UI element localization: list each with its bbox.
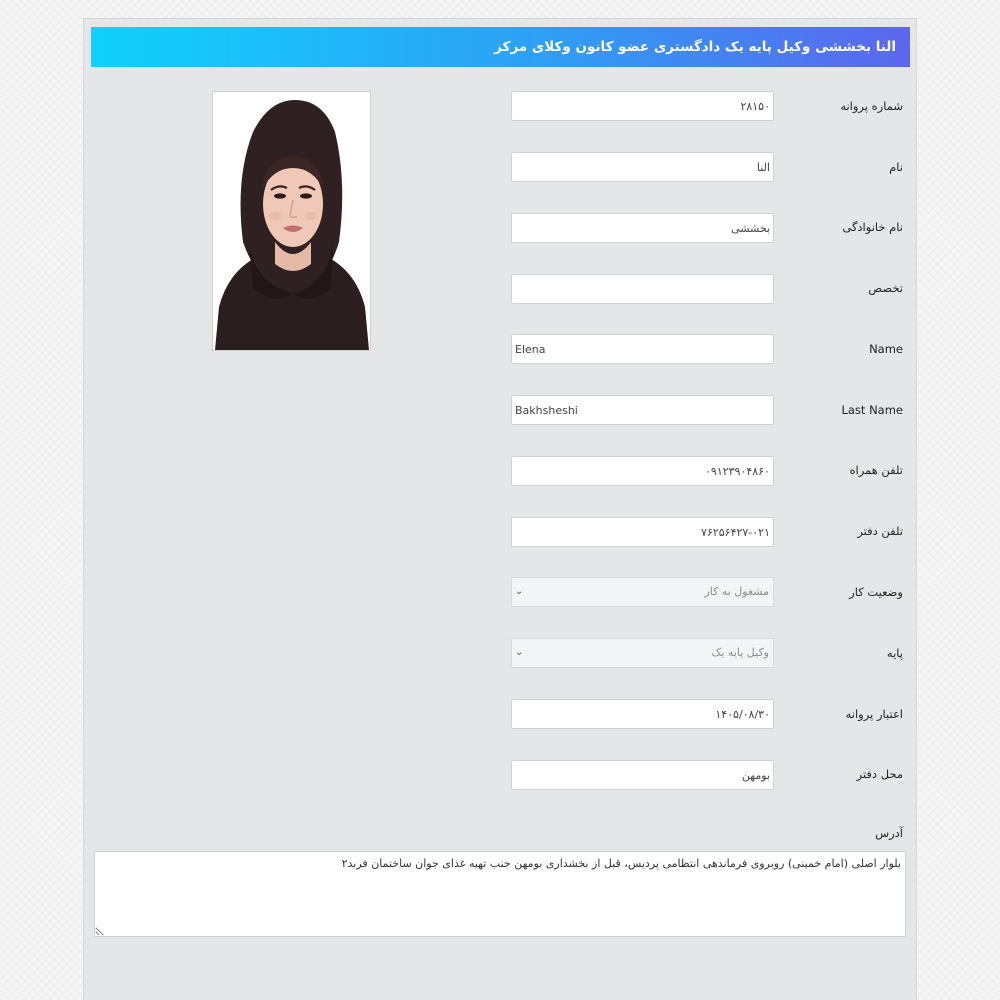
name-en-label: Name [869,342,903,356]
grade-select[interactable] [511,638,774,668]
name-en-field[interactable] [511,334,774,364]
last-name-field[interactable] [511,213,774,243]
office-phone-label: تلفن دفتر [857,524,903,538]
address-label: آدرس [875,826,903,840]
license-validity-field[interactable] [511,699,774,729]
specialty-label: تخصص [868,281,903,295]
office-location-label: محل دفتر [856,767,903,781]
work-status-label: وضعیت کار [849,585,903,599]
grade-label: پایه [886,646,903,660]
page-title: النا بخششی وکیل پایه یک دادگستری عضو کانون وکلای مرکز [494,39,896,55]
profile-header [91,27,910,67]
profile-photo [212,91,371,351]
last-name-en-field[interactable] [511,395,774,425]
mobile-field[interactable] [511,456,774,486]
grade-value: وکیل پایه یک [711,646,769,659]
chevron-down-icon: ⌄ [515,586,524,597]
license-validity-label: اعتبار پروانه [845,707,903,721]
office-location-field[interactable] [511,760,774,790]
chevron-down-icon: ⌄ [515,647,524,658]
work-status-value: مشغول به کار [704,585,769,598]
address-textarea[interactable] [94,851,906,937]
avatar [213,92,370,350]
office-phone-field[interactable] [511,517,774,547]
first-name-label: نام [889,160,903,174]
mobile-label: تلفن همراه [849,463,903,477]
first-name-field[interactable] [511,152,774,182]
last-name-label: نام خانوادگی [842,220,903,234]
license-number-label: شماره پروانه [840,99,903,113]
specialty-field[interactable] [511,274,774,304]
work-status-select[interactable] [511,577,774,607]
last-name-en-label: Last Name [841,403,903,417]
license-number-field[interactable] [511,91,774,121]
